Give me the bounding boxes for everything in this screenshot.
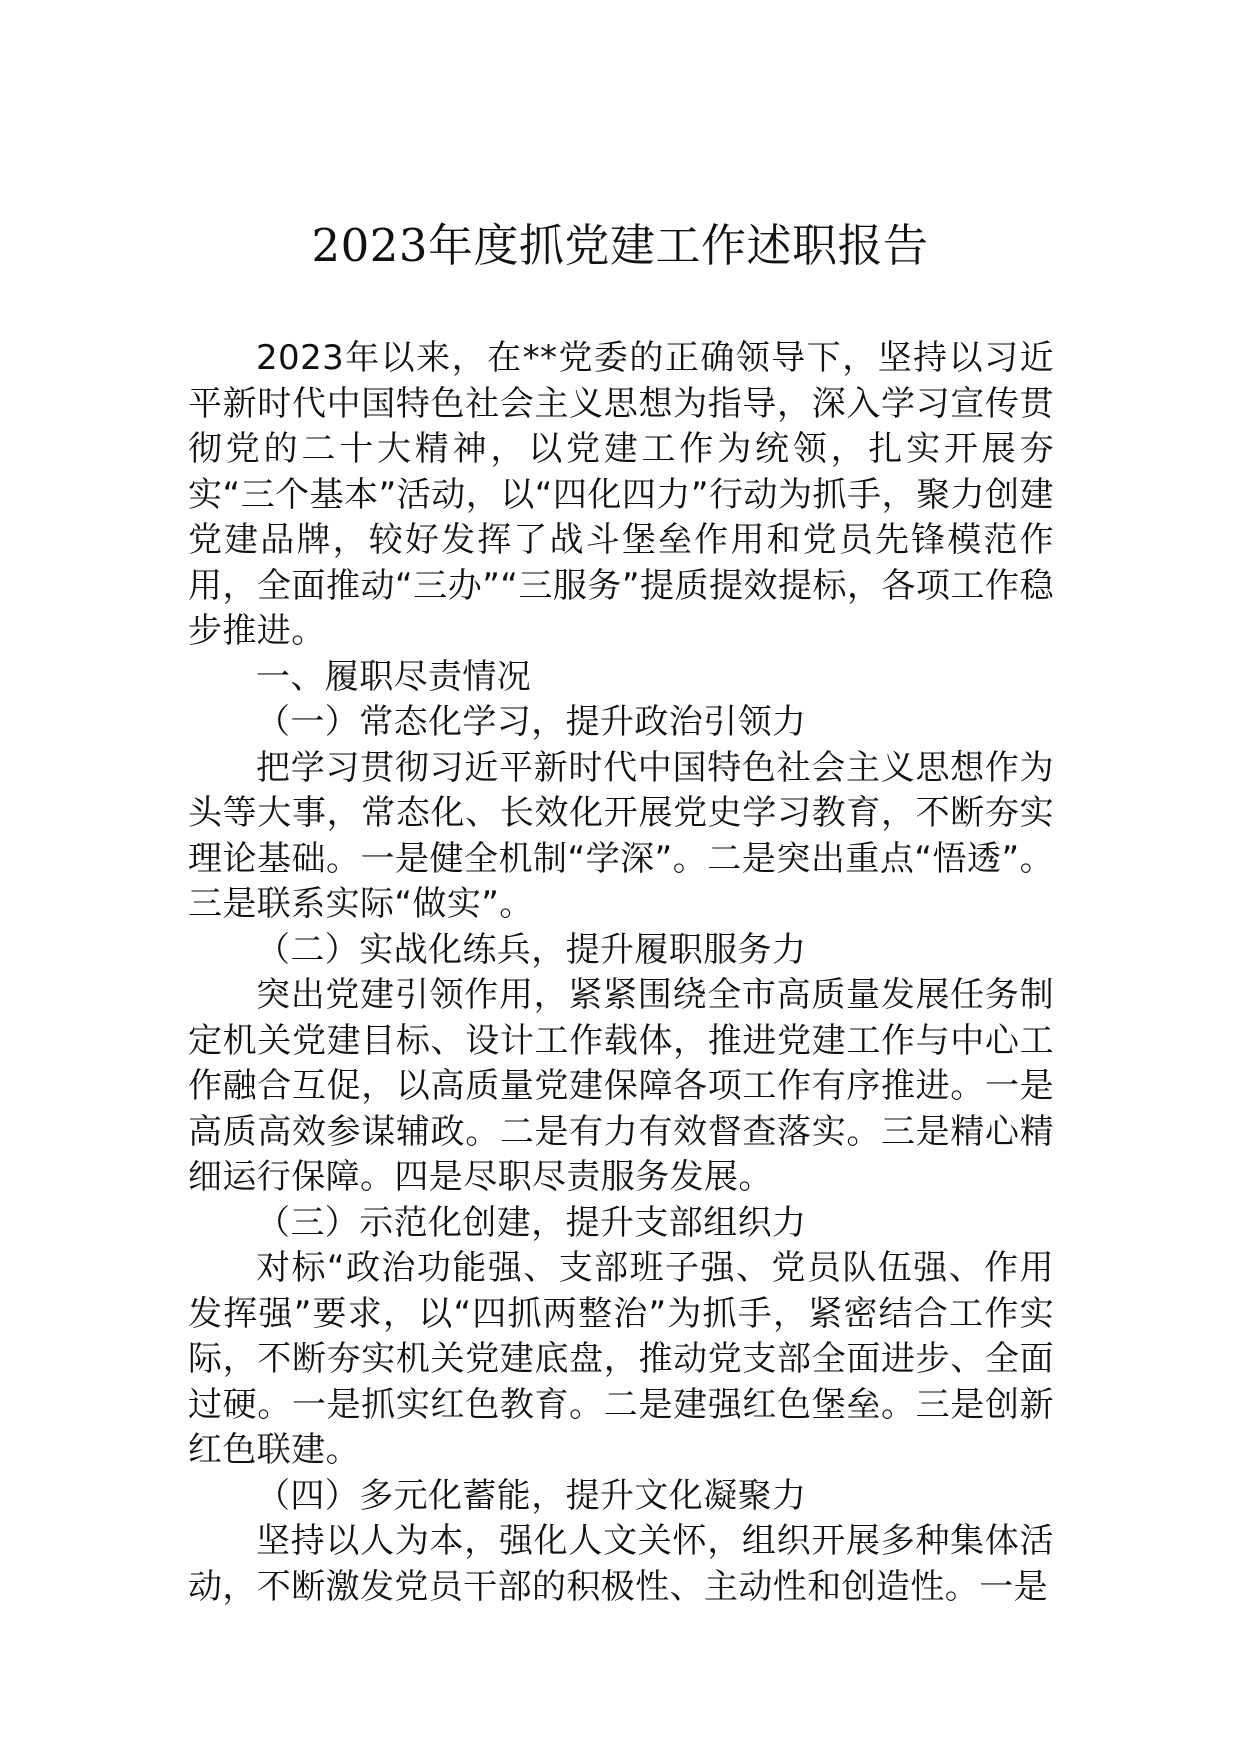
subsection-heading: （二）实战化练兵，提升履职服务力	[256, 929, 807, 970]
intro-paragraph: 2023年以来，在**党委的正确领导下，坚持以习近平新时代中国特色社会主义思想为指导，深入学习宣传贯彻党的二十大精神，以党建工作为统领，扎实开展夯实“三个基本”活动，以“四化四力”行动为抓手，聚力创建党建品牌，较好发挥了战斗堡垒作用和党员先锋模范作用，全面推动“三办”“三服务”提质提效提标，各项工作稳步推进。	[188, 338, 1054, 651]
body-paragraph: 突出党建引领作用，紧紧围绕全市高质量发展任务制定机关党建目标、设计工作载体，推进党建工作与中心工作融合互促，以高质量党建保障各项工作有序推进。一是高质高效参谋辅政。二是有力有效督查落实。三是精心精细运行保障。四是尽职尽责服务发展。	[188, 975, 1054, 1197]
subsection-heading: （三）示范化创建，提升支部组织力	[256, 1202, 807, 1243]
document-title: 2023年度抓党建工作述职报告	[311, 219, 929, 272]
body-paragraph: 对标“政治功能强、支部班子强、党员队伍强、作用发挥强”要求，以“四抓两整治”为抓手，紧密结合工作实际，不断夯实机关党建底盘，推动党支部全面进步、全面过硬。一是抓实红色教育。二是建强红色堡垒。三是创新红色联建。	[188, 1248, 1054, 1470]
subsection-heading: （四）多元化蓄能，提升文化凝聚力	[256, 1475, 807, 1516]
section-heading: 一、履职尽责情况	[256, 656, 532, 697]
body-paragraph: 坚持以人为本，强化人文关怀，组织开展多种集体活动，不断激发党员干部的积极性、主动性和创造性。一是	[188, 1521, 1054, 1607]
document-body	[188, 336, 1054, 1610]
body-paragraph: 把学习贯彻习近平新时代中国特色社会主义思想作为头等大事，常态化、长效化开展党史学习教育，不断夯实理论基础。一是健全机制“学深”。二是突出重点“悟透”。三是联系实际“做实”。	[188, 747, 1054, 924]
subsection-heading: （一）常态化学习，提升政治引领力	[256, 702, 807, 742]
